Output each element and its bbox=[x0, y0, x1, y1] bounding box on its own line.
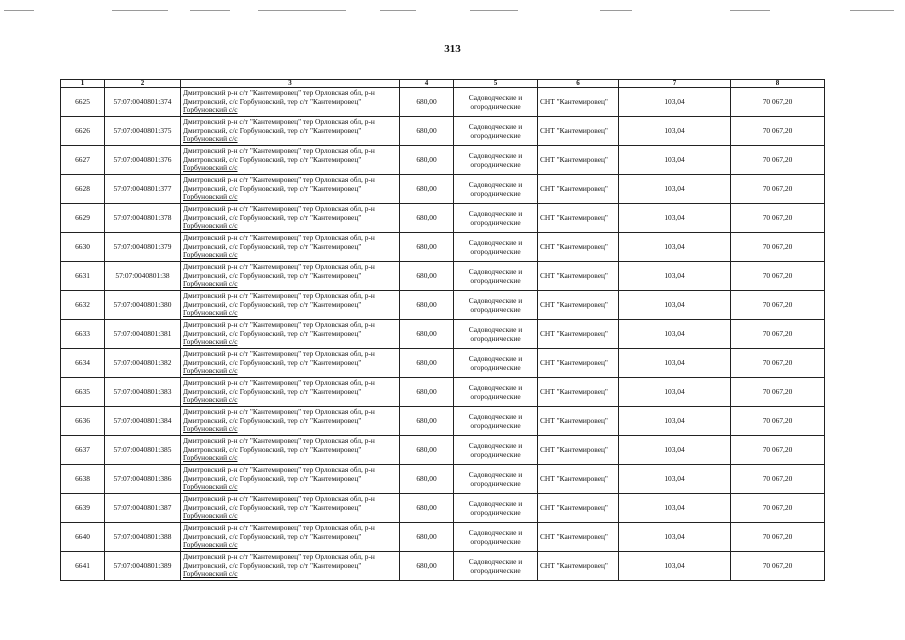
address-line: Дмитровский р-н с/т "Кантемировец" тер Орловская обл, р-н bbox=[183, 233, 375, 243]
cadastral-number-cell: 57:07:0040801:375 bbox=[105, 117, 181, 146]
cadastral-number-cell: 57:07:0040801:38 bbox=[105, 262, 181, 291]
address-line: Дмитровский р-н с/т "Кантемировец" тер Орловская обл, р-н bbox=[183, 407, 375, 417]
land-use-cell: Садоводческие и огороднические bbox=[454, 523, 538, 552]
address-line: Дмитровский р-н с/т "Кантемировец" тер Орловская обл, р-н bbox=[183, 349, 375, 359]
address-cell bbox=[181, 146, 400, 175]
address-line: Горбуновский с/с bbox=[183, 540, 238, 550]
row-number-cell: 6628 bbox=[61, 175, 105, 204]
land-use-cell: Садоводческие и огороднические bbox=[454, 291, 538, 320]
address-line: Горбуновский с/с bbox=[183, 569, 238, 579]
address-line: Дмитровский р-н с/т "Кантемировец" тер Орловская обл, р-н bbox=[183, 465, 375, 475]
cadastral-cost-cell: 70 067,20 bbox=[731, 233, 825, 262]
row-number-cell: 6636 bbox=[61, 407, 105, 436]
specific-value-cell: 103,04 bbox=[619, 262, 731, 291]
cadastral-cost-cell: 70 067,20 bbox=[731, 552, 825, 581]
row-number-cell: 6637 bbox=[61, 436, 105, 465]
row-number-cell: 6635 bbox=[61, 378, 105, 407]
column-header: 6 bbox=[538, 80, 619, 88]
address-line: Дмитровский р-н с/т "Кантемировец" тер Орловская обл, р-н bbox=[183, 320, 375, 330]
address-cell bbox=[181, 465, 400, 494]
land-use-cell: Садоводческие и огороднические bbox=[454, 146, 538, 175]
table-row bbox=[61, 552, 825, 581]
address-line: Горбуновский с/с bbox=[183, 221, 238, 231]
row-number-cell: 6630 bbox=[61, 233, 105, 262]
table-row bbox=[61, 523, 825, 552]
row-number-cell: 6629 bbox=[61, 204, 105, 233]
address-cell bbox=[181, 523, 400, 552]
cadastral-number-cell: 57:07:0040801:379 bbox=[105, 233, 181, 262]
land-use-cell: Садоводческие и огороднические bbox=[454, 465, 538, 494]
address-line: Горбуновский с/с bbox=[183, 511, 238, 521]
address-line: Дмитровский, с/с Горбуновский, тер с/т "Кантемировец" bbox=[183, 299, 362, 309]
specific-value-cell: 103,04 bbox=[619, 436, 731, 465]
specific-value-cell: 103,04 bbox=[619, 378, 731, 407]
organization-cell: СНТ "Кантемировец" bbox=[538, 146, 619, 175]
organization-cell: СНТ "Кантемировец" bbox=[538, 320, 619, 349]
address-line: Дмитровский р-н с/т "Кантемировец" тер Орловская обл, р-н bbox=[183, 523, 375, 533]
land-use-cell: Садоводческие и огороднические bbox=[454, 494, 538, 523]
address-cell bbox=[181, 494, 400, 523]
address-line: Дмитровский, с/с Горбуновский, тер с/т "Кантемировец" bbox=[183, 444, 362, 454]
address-line: Дмитровский р-н с/т "Кантемировец" тер Орловская обл, р-н bbox=[183, 552, 375, 562]
organization-cell: СНТ "Кантемировец" bbox=[538, 175, 619, 204]
address-cell bbox=[181, 407, 400, 436]
cadastral-cost-cell: 70 067,20 bbox=[731, 523, 825, 552]
area-cell: 680,00 bbox=[400, 436, 454, 465]
column-header: 5 bbox=[454, 80, 538, 88]
land-use-cell: Садоводческие и огороднические bbox=[454, 320, 538, 349]
address-line: Дмитровский, с/с Горбуновский, тер с/т "Кантемировец" bbox=[183, 531, 362, 541]
address-cell bbox=[181, 117, 400, 146]
table-row bbox=[61, 465, 825, 494]
address-cell bbox=[181, 436, 400, 465]
address-line: Горбуновский с/с bbox=[183, 453, 238, 463]
area-cell: 680,00 bbox=[400, 175, 454, 204]
cadastral-cost-cell: 70 067,20 bbox=[731, 407, 825, 436]
address-line: Дмитровский, с/с Горбуновский, тер с/т "Кантемировец" bbox=[183, 386, 362, 396]
land-use-cell: Садоводческие и огороднические bbox=[454, 88, 538, 117]
area-cell: 680,00 bbox=[400, 291, 454, 320]
address-line: Дмитровский, с/с Горбуновский, тер с/т "Кантемировец" bbox=[183, 415, 362, 425]
organization-cell: СНТ "Кантемировец" bbox=[538, 88, 619, 117]
cadastral-cost-cell: 70 067,20 bbox=[731, 320, 825, 349]
address-line: Горбуновский с/с bbox=[183, 279, 238, 289]
specific-value-cell: 103,04 bbox=[619, 494, 731, 523]
area-cell: 680,00 bbox=[400, 465, 454, 494]
cadastral-cost-cell: 70 067,20 bbox=[731, 349, 825, 378]
cadastral-number-cell: 57:07:0040801:381 bbox=[105, 320, 181, 349]
table-row bbox=[61, 175, 825, 204]
row-number-cell: 6631 bbox=[61, 262, 105, 291]
row-number-cell: 6638 bbox=[61, 465, 105, 494]
address-line: Дмитровский, с/с Горбуновский, тер с/т "Кантемировец" bbox=[183, 328, 362, 338]
address-line: Горбуновский с/с bbox=[183, 395, 238, 405]
address-cell bbox=[181, 88, 400, 117]
address-line: Горбуновский с/с bbox=[183, 482, 238, 492]
organization-cell: СНТ "Кантемировец" bbox=[538, 117, 619, 146]
cadastral-number-cell: 57:07:0040801:385 bbox=[105, 436, 181, 465]
column-header: 4 bbox=[400, 80, 454, 88]
specific-value-cell: 103,04 bbox=[619, 465, 731, 494]
cadastral-cost-cell: 70 067,20 bbox=[731, 436, 825, 465]
table-row bbox=[61, 494, 825, 523]
cadastral-cost-cell: 70 067,20 bbox=[731, 494, 825, 523]
specific-value-cell: 103,04 bbox=[619, 233, 731, 262]
address-cell bbox=[181, 320, 400, 349]
address-line: Дмитровский, с/с Горбуновский, тер с/т "Кантемировец" bbox=[183, 473, 362, 483]
organization-cell: СНТ "Кантемировец" bbox=[538, 204, 619, 233]
address-line: Горбуновский с/с bbox=[183, 250, 238, 260]
area-cell: 680,00 bbox=[400, 117, 454, 146]
organization-cell: СНТ "Кантемировец" bbox=[538, 262, 619, 291]
address-line: Дмитровский р-н с/т "Кантемировец" тер Орловская обл, р-н bbox=[183, 291, 375, 301]
area-cell: 680,00 bbox=[400, 146, 454, 175]
address-line: Дмитровский, с/с Горбуновский, тер с/т "Кантемировец" bbox=[183, 560, 362, 570]
specific-value-cell: 103,04 bbox=[619, 146, 731, 175]
organization-cell: СНТ "Кантемировец" bbox=[538, 407, 619, 436]
cadastral-cost-cell: 70 067,20 bbox=[731, 117, 825, 146]
address-line: Горбуновский с/с bbox=[183, 134, 238, 144]
address-line: Дмитровский р-н с/т "Кантемировец" тер Орловская обл, р-н bbox=[183, 262, 375, 272]
page-number: 313 bbox=[444, 43, 461, 55]
row-number-cell: 6634 bbox=[61, 349, 105, 378]
cadastral-number-cell: 57:07:0040801:388 bbox=[105, 523, 181, 552]
address-line: Дмитровский, с/с Горбуновский, тер с/т "Кантемировец" bbox=[183, 357, 362, 367]
address-line: Горбуновский с/с bbox=[183, 337, 238, 347]
address-line: Дмитровский р-н с/т "Кантемировец" тер Орловская обл, р-н bbox=[183, 378, 375, 388]
specific-value-cell: 103,04 bbox=[619, 291, 731, 320]
specific-value-cell: 103,04 bbox=[619, 117, 731, 146]
cadastral-cost-cell: 70 067,20 bbox=[731, 465, 825, 494]
area-cell: 680,00 bbox=[400, 378, 454, 407]
land-plot-table bbox=[60, 79, 825, 581]
address-cell bbox=[181, 378, 400, 407]
organization-cell: СНТ "Кантемировец" bbox=[538, 465, 619, 494]
address-line: Дмитровский р-н с/т "Кантемировец" тер Орловская обл, р-н bbox=[183, 436, 375, 446]
address-cell bbox=[181, 552, 400, 581]
address-line: Дмитровский, с/с Горбуновский, тер с/т "Кантемировец" bbox=[183, 125, 362, 135]
table-row bbox=[61, 407, 825, 436]
column-header: 3 bbox=[181, 80, 400, 88]
address-line: Дмитровский, с/с Горбуновский, тер с/т "Кантемировец" bbox=[183, 212, 362, 222]
address-cell bbox=[181, 349, 400, 378]
address-line: Дмитровский, с/с Горбуновский, тер с/т "Кантемировец" bbox=[183, 96, 362, 106]
address-cell bbox=[181, 175, 400, 204]
header-row bbox=[61, 80, 825, 88]
cadastral-number-cell: 57:07:0040801:377 bbox=[105, 175, 181, 204]
specific-value-cell: 103,04 bbox=[619, 204, 731, 233]
address-line: Горбуновский с/с bbox=[183, 424, 238, 434]
organization-cell: СНТ "Кантемировец" bbox=[538, 349, 619, 378]
cadastral-number-cell: 57:07:0040801:378 bbox=[105, 204, 181, 233]
land-use-cell: Садоводческие и огороднические bbox=[454, 175, 538, 204]
area-cell: 680,00 bbox=[400, 320, 454, 349]
organization-cell: СНТ "Кантемировец" bbox=[538, 378, 619, 407]
cadastral-number-cell: 57:07:0040801:383 bbox=[105, 378, 181, 407]
land-use-cell: Садоводческие и огороднические bbox=[454, 117, 538, 146]
row-number-cell: 6625 bbox=[61, 88, 105, 117]
address-line: Дмитровский, с/с Горбуновский, тер с/т "Кантемировец" bbox=[183, 183, 362, 193]
area-cell: 680,00 bbox=[400, 262, 454, 291]
table-row bbox=[61, 320, 825, 349]
address-line: Горбуновский с/с bbox=[183, 366, 238, 376]
cadastral-number-cell: 57:07:0040801:376 bbox=[105, 146, 181, 175]
address-line: Дмитровский р-н с/т "Кантемировец" тер Орловская обл, р-н bbox=[183, 204, 375, 214]
organization-cell: СНТ "Кантемировец" bbox=[538, 494, 619, 523]
table-row bbox=[61, 262, 825, 291]
cadastral-number-cell: 57:07:0040801:389 bbox=[105, 552, 181, 581]
area-cell: 680,00 bbox=[400, 233, 454, 262]
address-cell bbox=[181, 262, 400, 291]
row-number-cell: 6641 bbox=[61, 552, 105, 581]
cadastral-cost-cell: 70 067,20 bbox=[731, 262, 825, 291]
area-cell: 680,00 bbox=[400, 204, 454, 233]
column-header: 2 bbox=[105, 80, 181, 88]
address-line: Горбуновский с/с bbox=[183, 105, 238, 115]
address-line: Горбуновский с/с bbox=[183, 192, 238, 202]
address-cell bbox=[181, 233, 400, 262]
cadastral-cost-cell: 70 067,20 bbox=[731, 146, 825, 175]
area-cell: 680,00 bbox=[400, 552, 454, 581]
land-use-cell: Садоводческие и огороднические bbox=[454, 204, 538, 233]
specific-value-cell: 103,04 bbox=[619, 552, 731, 581]
table-row bbox=[61, 436, 825, 465]
cadastral-cost-cell: 70 067,20 bbox=[731, 175, 825, 204]
land-use-cell: Садоводческие и огороднические bbox=[454, 378, 538, 407]
land-use-cell: Садоводческие и огороднические bbox=[454, 552, 538, 581]
address-line: Дмитровский, с/с Горбуновский, тер с/т "Кантемировец" bbox=[183, 241, 362, 251]
area-cell: 680,00 bbox=[400, 494, 454, 523]
specific-value-cell: 103,04 bbox=[619, 349, 731, 378]
specific-value-cell: 103,04 bbox=[619, 407, 731, 436]
row-number-cell: 6633 bbox=[61, 320, 105, 349]
row-number-cell: 6627 bbox=[61, 146, 105, 175]
area-cell: 680,00 bbox=[400, 523, 454, 552]
column-header: 1 bbox=[61, 80, 105, 88]
address-line: Горбуновский с/с bbox=[183, 163, 238, 173]
cadastral-cost-cell: 70 067,20 bbox=[731, 378, 825, 407]
scan-artifact-strip bbox=[0, 10, 905, 16]
table-row bbox=[61, 378, 825, 407]
address-line: Дмитровский, с/с Горбуновский, тер с/т "Кантемировец" bbox=[183, 154, 362, 164]
organization-cell: СНТ "Кантемировец" bbox=[538, 291, 619, 320]
row-number-cell: 6632 bbox=[61, 291, 105, 320]
organization-cell: СНТ "Кантемировец" bbox=[538, 233, 619, 262]
address-cell bbox=[181, 291, 400, 320]
table-row bbox=[61, 204, 825, 233]
row-number-cell: 6640 bbox=[61, 523, 105, 552]
address-cell bbox=[181, 204, 400, 233]
table-row bbox=[61, 349, 825, 378]
cadastral-number-cell: 57:07:0040801:380 bbox=[105, 291, 181, 320]
column-header: 8 bbox=[731, 80, 825, 88]
area-cell: 680,00 bbox=[400, 88, 454, 117]
table-row bbox=[61, 146, 825, 175]
organization-cell: СНТ "Кантемировец" bbox=[538, 436, 619, 465]
table-row bbox=[61, 117, 825, 146]
specific-value-cell: 103,04 bbox=[619, 523, 731, 552]
cadastral-cost-cell: 70 067,20 bbox=[731, 204, 825, 233]
cadastral-cost-cell: 70 067,20 bbox=[731, 291, 825, 320]
column-header: 7 bbox=[619, 80, 731, 88]
cadastral-cost-cell: 70 067,20 bbox=[731, 88, 825, 117]
cadastral-number-cell: 57:07:0040801:382 bbox=[105, 349, 181, 378]
specific-value-cell: 103,04 bbox=[619, 320, 731, 349]
address-line: Дмитровский р-н с/т "Кантемировец" тер Орловская обл, р-н bbox=[183, 117, 375, 127]
address-line: Дмитровский, с/с Горбуновский, тер с/т "Кантемировец" bbox=[183, 270, 362, 280]
land-use-cell: Садоводческие и огороднические bbox=[454, 349, 538, 378]
row-number-cell: 6639 bbox=[61, 494, 105, 523]
area-cell: 680,00 bbox=[400, 349, 454, 378]
cadastral-number-cell: 57:07:0040801:386 bbox=[105, 465, 181, 494]
land-use-cell: Садоводческие и огороднические bbox=[454, 436, 538, 465]
address-line: Дмитровский р-н с/т "Кантемировец" тер Орловская обл, р-н bbox=[183, 88, 375, 98]
area-cell: 680,00 bbox=[400, 407, 454, 436]
organization-cell: СНТ "Кантемировец" bbox=[538, 552, 619, 581]
cadastral-number-cell: 57:07:0040801:387 bbox=[105, 494, 181, 523]
land-use-cell: Садоводческие и огороднические bbox=[454, 233, 538, 262]
table-row bbox=[61, 233, 825, 262]
address-line: Дмитровский, с/с Горбуновский, тер с/т "Кантемировец" bbox=[183, 502, 362, 512]
address-line: Горбуновский с/с bbox=[183, 308, 238, 318]
cadastral-number-cell: 57:07:0040801:374 bbox=[105, 88, 181, 117]
row-number-cell: 6626 bbox=[61, 117, 105, 146]
cadastral-number-cell: 57:07:0040801:384 bbox=[105, 407, 181, 436]
address-line: Дмитровский р-н с/т "Кантемировец" тер Орловская обл, р-н bbox=[183, 146, 375, 156]
address-line: Дмитровский р-н с/т "Кантемировец" тер Орловская обл, р-н bbox=[183, 175, 375, 185]
organization-cell: СНТ "Кантемировец" bbox=[538, 523, 619, 552]
land-use-cell: Садоводческие и огороднические bbox=[454, 262, 538, 291]
land-use-cell: Садоводческие и огороднические bbox=[454, 407, 538, 436]
address-line: Дмитровский р-н с/т "Кантемировец" тер Орловская обл, р-н bbox=[183, 494, 375, 504]
table-row bbox=[61, 88, 825, 117]
specific-value-cell: 103,04 bbox=[619, 175, 731, 204]
specific-value-cell: 103,04 bbox=[619, 88, 731, 117]
table-row bbox=[61, 291, 825, 320]
